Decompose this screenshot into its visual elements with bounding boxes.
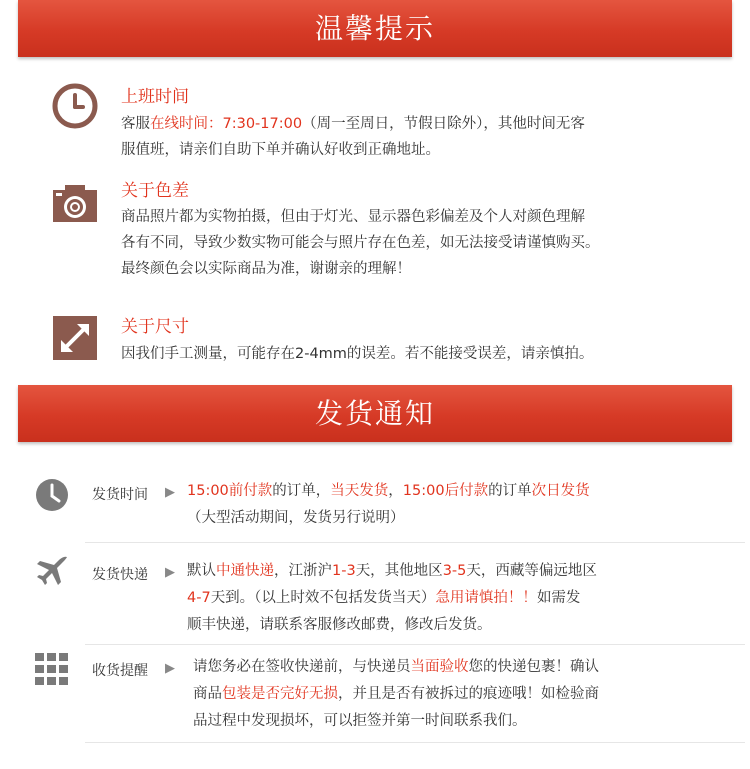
shipping-banner [18, 385, 732, 442]
clock-icon [34, 477, 70, 513]
courier-p1: 默认 [187, 563, 216, 579]
ship-time-line2: （大型活动期间，发货另行说明） [187, 510, 405, 526]
receipt-p4: 商品 [193, 686, 222, 702]
receipt-p5: 包装是否完好无损 [222, 686, 338, 702]
courier-p5: 天，其他地区 [355, 563, 443, 579]
courier-line3: 顺丰快递，请联系客服修改邮费，修改后发货。 [187, 617, 492, 633]
receipt-p2: 当面验收 [410, 659, 469, 675]
divider [85, 542, 745, 543]
arrow-icon: ▶ [165, 661, 175, 676]
courier-p7: 天，西藏等偏远地区 [466, 563, 597, 579]
grid-icon [34, 652, 70, 688]
courier-p9: 天到。（以上时效不包括发货当天） [210, 590, 436, 606]
size-line1: 因我们手工测量，可能存在2-4mm的误差。若不能接受误差，请亲慎拍。 [121, 346, 594, 362]
color-line3: 最终颜色会以实际商品为准，谢谢亲的理解！ [121, 261, 411, 277]
online-label: 在线时间： [150, 116, 223, 132]
ship-time-label: 发货时间 [92, 487, 148, 503]
ship-time-p2: 的订单， [272, 483, 331, 499]
courier-p6: 3-5 [442, 563, 467, 579]
tips-banner-title: 温馨提示 [314, 12, 435, 45]
online-hours: 7:30-17:00 [222, 116, 303, 132]
courier-label: 发货快递 [92, 567, 148, 583]
receipt-label: 收货提醒 [92, 663, 148, 679]
courier-p2: 中通快递 [216, 563, 274, 579]
hours-title: 上班时间 [121, 87, 189, 107]
tips-banner [18, 0, 732, 57]
courier-p10: 急用请慎拍！！ [435, 590, 537, 606]
airplane-icon [34, 554, 70, 590]
courier-text [187, 558, 687, 639]
color-line1: 商品照片都为实物拍摄，但由于灯光、显示器色彩偏差及个人对颜色理解 [121, 209, 585, 225]
ship-time-p5: 15:00后付款 [402, 483, 489, 499]
receipt-p6: ，并且是否有被拆过的痕迹哦！如检验商 [338, 686, 599, 702]
ship-time-text [187, 478, 687, 532]
divider [85, 742, 745, 743]
arrow-icon: ▶ [165, 565, 175, 580]
hours-rest: （周一至周日，节假日除外），其他时间无客 [302, 116, 585, 132]
size-text [121, 341, 721, 367]
receipt-line3: 品过程中发现损坏，可以拒签并第一时间联系我们。 [193, 713, 527, 729]
courier-p4: 1-3 [332, 563, 356, 579]
receipt-p3: 您的快递包裹！确认 [468, 659, 599, 675]
hours-label: 客服 [121, 116, 150, 132]
camera-icon [51, 180, 99, 228]
courier-p3: ，江浙沪 [274, 563, 332, 579]
shipping-banner-title: 发货通知 [314, 397, 435, 430]
size-title: 关于尺寸 [121, 317, 189, 337]
receipt-text [193, 654, 693, 735]
color-title: 关于色差 [121, 181, 189, 201]
hours-text [121, 111, 681, 163]
courier-p11: 如需发 [536, 590, 581, 606]
clock-icon [51, 82, 99, 130]
ship-time-p7: 次日发货 [531, 483, 590, 499]
ship-time-p6: 的订单 [488, 483, 532, 499]
hours-line2: 服值班，请亲们自助下单并确认好收到正确地址。 [121, 142, 440, 158]
color-line2: 各有不同，导致少数实物可能会与照片存在色差，如无法接受请谨慎购买。 [121, 235, 600, 251]
color-text [121, 204, 721, 282]
arrow-icon: ▶ [165, 485, 175, 500]
receipt-p1: 请您务必在签收快递前，与快递员 [193, 659, 411, 675]
resize-arrow-icon [51, 314, 99, 362]
ship-time-p3: 当天发货 [330, 483, 389, 499]
courier-p8: 4-7 [187, 590, 211, 606]
divider [85, 644, 745, 645]
ship-time-p1: 15:00前付款 [187, 483, 273, 499]
ship-time-p4: ， [388, 483, 403, 499]
